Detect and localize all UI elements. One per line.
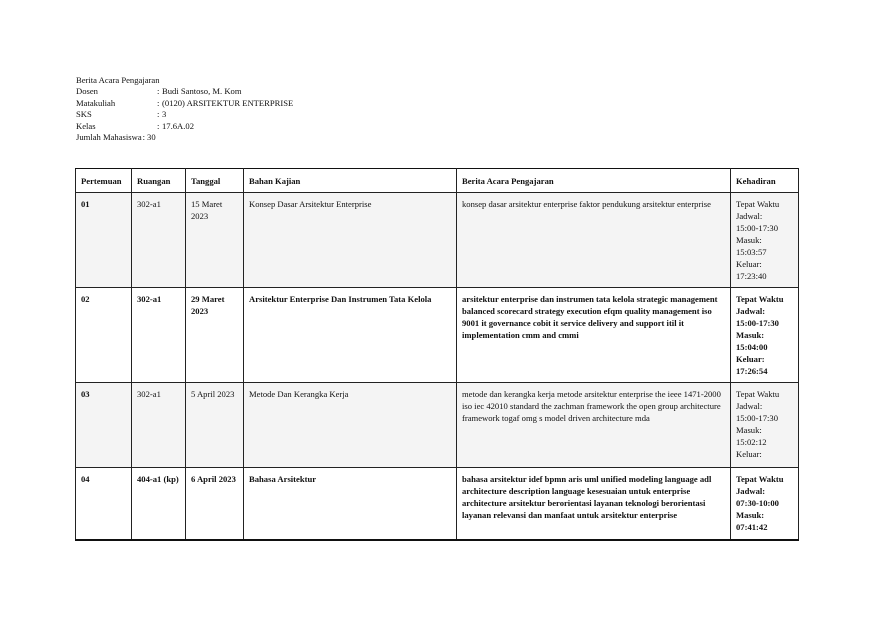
attendance-line: 07:41:42 (736, 522, 768, 532)
field-separator: : (157, 120, 160, 131)
cell-berita-acara: metode dan kerangka kerja metode arsitektur enterprise the ieee 1471-2000 iso iec 42010 standard the zachman framework the open group architecture framework togaf omg s model driven architecture mda (457, 383, 731, 468)
cell-pertemuan: 02 (76, 288, 132, 383)
attendance-status: Tepat Waktu (736, 474, 784, 484)
document-title: Berita Acara Pengajaran (76, 75, 160, 85)
cell-kehadiran (731, 468, 799, 540)
cell-tanggal: 6 April 2023 (186, 468, 244, 540)
attendance-line: Jadwal: (736, 401, 763, 411)
cell-ruangan: 302-a1 (132, 288, 186, 383)
field-separator: : (142, 132, 146, 143)
cell-berita-acara: bahasa arsitektur idef bpmn aris uml unified modeling language adl architecture description language kesesuaian untuk enterprise architecture arsitektur berorientasi layanan teknologi berorientasi layanan relevansi dan manfaat untuk arsitektur enterprise (457, 468, 731, 540)
cell-bahan-kajian: Bahasa Arsitektur (244, 468, 457, 540)
attendance-status: Tepat Waktu (736, 389, 780, 399)
cell-berita-acara: konsep dasar arsitektur enterprise faktor pendukung arsitektur enterprise (457, 193, 731, 288)
cell-pertemuan: 04 (76, 468, 132, 540)
attendance-line: 15:03:57 (736, 247, 767, 257)
field-dosen (76, 86, 293, 97)
column-header-ruangan: Ruangan (132, 169, 186, 193)
table-row (76, 288, 799, 383)
table-row (76, 383, 799, 468)
attendance-line: Masuk: (736, 330, 765, 340)
column-header-berita-acara: Berita Acara Pengajaran (457, 169, 731, 193)
field-value: 3 (162, 109, 167, 120)
cell-ruangan: 302-a1 (132, 383, 186, 468)
cell-pertemuan: 01 (76, 193, 132, 288)
field-matakuliah (76, 98, 293, 109)
attendance-line: Jadwal: (736, 486, 766, 496)
attendance-line: Masuk: (736, 510, 765, 520)
attendance-status: Tepat Waktu (736, 294, 784, 304)
table-row (76, 468, 799, 540)
cell-ruangan: 302-a1 (132, 193, 186, 288)
field-value: 17.6A.02 (162, 120, 194, 131)
field-value: 30 (147, 132, 156, 143)
column-header-tanggal: Tanggal (186, 169, 244, 193)
cell-ruangan: 404-a1 (kp) (132, 468, 186, 540)
column-header-bahan-kajian: Bahan Kajian (244, 169, 457, 193)
attendance-line: 07:30-10:00 (736, 498, 779, 508)
attendance-line: Jadwal: (736, 306, 766, 316)
cell-bahan-kajian: Arsitektur Enterprise Dan Instrumen Tata Kelola (244, 288, 457, 383)
table-row (76, 193, 799, 288)
field-label: Matakuliah (76, 97, 116, 108)
cell-kehadiran (731, 288, 799, 383)
attendance-line: Keluar: (736, 449, 762, 459)
field-separator: : (157, 97, 160, 108)
attendance-line: 15:00-17:30 (736, 413, 779, 423)
field-value: Budi Santoso, M. Kom (162, 86, 242, 97)
attendance-line: 15:00-17:30 (736, 223, 779, 233)
document-header (76, 75, 293, 143)
field-kelas (76, 121, 293, 132)
attendance-line: Jadwal: (736, 211, 763, 221)
cell-tanggal: 29 Maret 2023 (186, 288, 244, 383)
attendance-table (75, 168, 799, 541)
field-separator: : (157, 86, 160, 97)
attendance-line: 15:04:00 (736, 342, 768, 352)
cell-tanggal: 5 April 2023 (186, 383, 244, 468)
attendance-line: Masuk: (736, 235, 762, 245)
field-label: Jumlah Mahasiswa (76, 132, 142, 143)
attendance-line: 17:26:54 (736, 366, 768, 376)
field-label: Kelas (76, 120, 96, 131)
field-separator: : (157, 109, 160, 120)
cell-kehadiran (731, 193, 799, 288)
column-header-kehadiran: Kehadiran (731, 169, 799, 193)
field-jumlah-mahasiswa (76, 132, 293, 143)
cell-bahan-kajian: Konsep Dasar Arsitektur Enterprise (244, 193, 457, 288)
cell-berita-acara: arsitektur enterprise dan instrumen tata kelola strategic management balanced scorecard strategy execution efqm quality management iso 9001 it governance cobit it service delivery and support itil it implementation cmm and cmmi (457, 288, 731, 383)
attendance-line: 17:23:40 (736, 271, 767, 281)
cell-bahan-kajian: Metode Dan Kerangka Kerja (244, 383, 457, 468)
attendance-line: Keluar: (736, 354, 765, 364)
field-label: Dosen (76, 86, 98, 97)
attendance-line: Masuk: (736, 425, 762, 435)
field-value: (0120) ARSITEKTUR ENTERPRISE (162, 97, 294, 108)
cell-kehadiran (731, 383, 799, 468)
attendance-status: Tepat Waktu (736, 199, 780, 209)
field-sks (76, 109, 293, 120)
attendance-line: 15:02:12 (736, 437, 767, 447)
column-header-pertemuan: Pertemuan (76, 169, 132, 193)
cell-tanggal: 15 Maret 2023 (186, 193, 244, 288)
table-header-row (76, 169, 799, 193)
field-label: SKS (76, 109, 92, 120)
attendance-line: 15:00-17:30 (736, 318, 779, 328)
cell-pertemuan: 03 (76, 383, 132, 468)
attendance-line: Keluar: (736, 259, 762, 269)
